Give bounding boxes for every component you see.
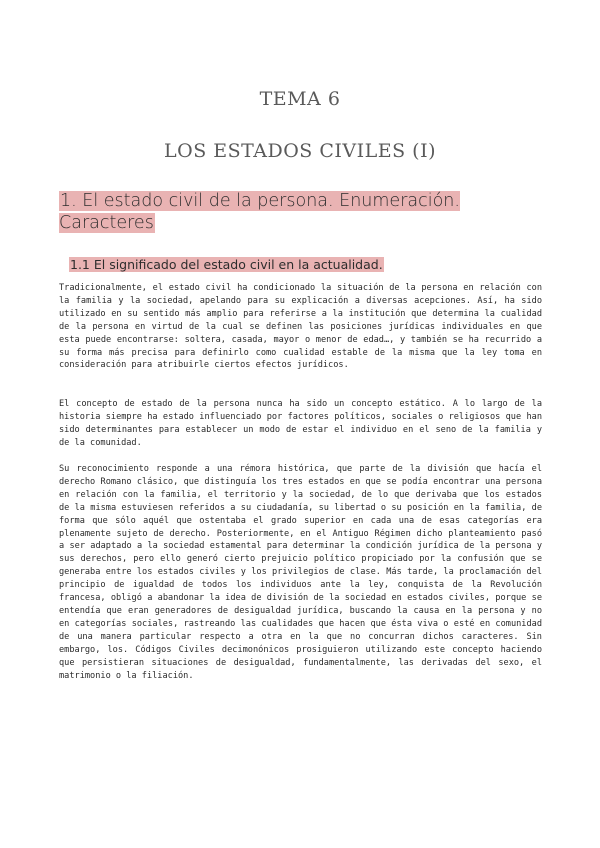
section-heading (59, 190, 489, 234)
topic-title: LOS ESTADOS CIVILES (I) (164, 140, 436, 162)
paragraph: Su reconocimiento responde a una rémora histórica, que parte de la división que hacía el derecho Romano clásico, que distinguía los tres estados en que se podía encontrar una persona en relación con la familia, el territorio y la sociedad, de lo que derivaba que los estados de la misma estuviesen referidos a su ciudadanía, su libertad o su posición en la familia, de forma que sólo aquél que ostentaba el grado superior en cada una de esas categorías era plenamente sujeto de derecho. Posteriormente, en el Antiguo Régimen dicho planteamiento pasó a ser adaptado a la sociedad estamental para determinar la condición jurídica de la persona y sus derechos, pero ello generó cierto prejuicio político propiciado por la confusión que se generaba entre los estados civiles y los privilegios de clase. Más tarde, la proclamación del principio de igualdad de todos los individuos ante la ley, conquista de la Revolución francesa, obligó a abandonar la idea de división de la sociedad en estados civiles, porque se entendía que eran generadores de desigualdad jurídica, buscando la causa en la persona y no en categorías sociales, rastreando las cualidades que hacen que ésta viva o esté en comunidad de una manera particular respecto a otra en la que no concurran dichos caracteres. Sin embargo, los. Códigos Civiles decimonónicos prosiguieron utilizando este concepto haciendo que persistieran situaciones de desigualdad, fundamentalmente, las derivadas del sexo, el matrimonio o la filiación. (59, 464, 542, 681)
subsection-heading (69, 256, 384, 274)
subsection-heading-text: 1.1 El significado del estado civil en la actualidad. (70, 257, 383, 272)
section-heading-text: 1. El estado civil de la persona. Enumeración. Caracteres (59, 191, 460, 233)
paragraph: El concepto de estado de la persona nunca ha sido un concepto estático. A lo largo de la historia siempre ha estado influenciado por factores políticos, sociales o religiosos que han sido determinantes para establecer un modo de estar el individuo en el seno de la familia y de la comunidad. (59, 399, 542, 448)
topic-number-title: TEMA 6 (259, 88, 341, 110)
paragraph: Tradicionalmente, el estado civil ha condicionado la situación de la persona en relación con la familia y la sociedad, apelando para su explicación a diversas acepciones. Así, ha sido utilizado en su sentido más amplio para referirse a la institución que determina la cualidad de la persona en virtud de la cual se definen las posiciones jurídicas individuales en que esta puede encontrarse: soltera, casada, mayor o menor de edad…, y también se ha recurrido a su forma más precisa para definirlo como cualidad estable de la misma que la ley toma en consideración para atribuirle ciertos efectos jurídicos. (59, 283, 542, 371)
